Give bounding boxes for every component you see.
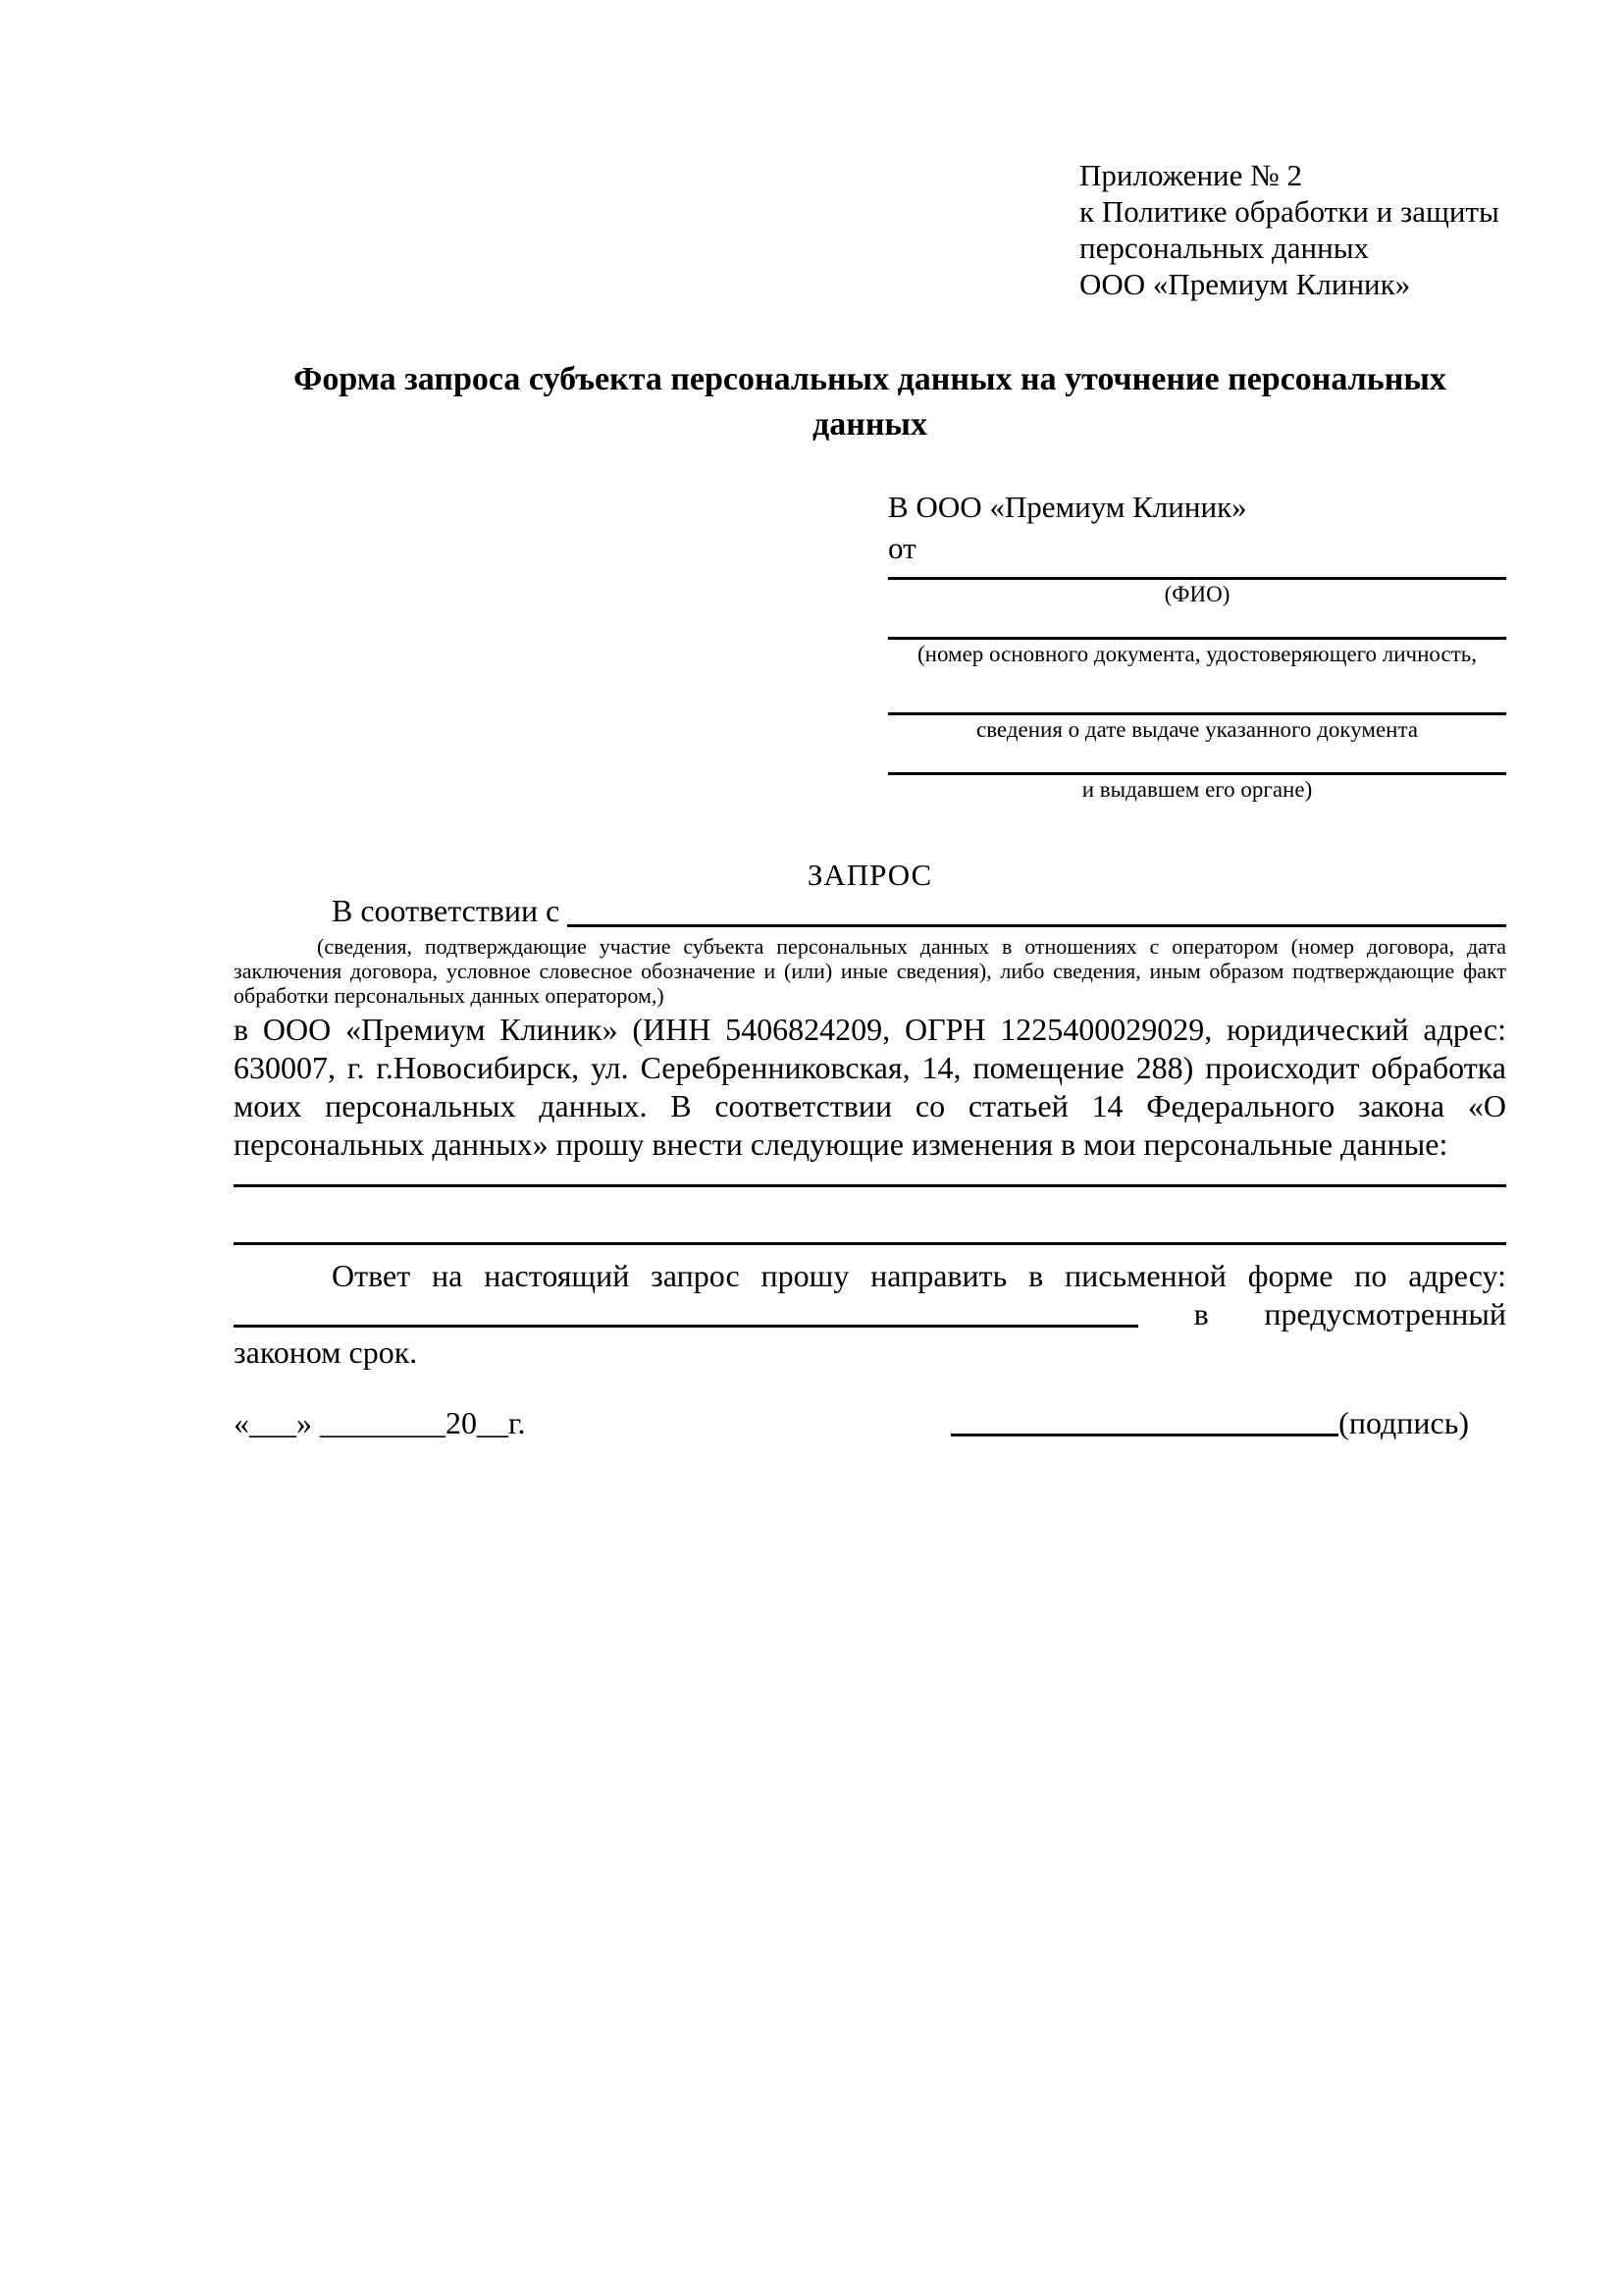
appendix-header-line: персональных данных (1079, 231, 1370, 265)
appendix-header-line: Приложение № 2 (1079, 158, 1302, 192)
signature-group (951, 1404, 1469, 1442)
document-issue-date-input-line[interactable] (888, 669, 1506, 715)
reply-paragraph (234, 1257, 1506, 1372)
reply-text: Ответ на настоящий запрос прошу направить в письменной форме по адресу: (332, 1258, 1506, 1293)
basis-input-line[interactable] (567, 894, 1506, 927)
reply-address-input-line[interactable] (234, 1295, 1138, 1328)
reply-word-predusmotrenny: предусмотренный (1264, 1296, 1506, 1331)
fio-caption: (ФИО) (1164, 582, 1230, 606)
reply-word-v: в (1193, 1296, 1209, 1331)
document-number-input-line[interactable] (888, 609, 1506, 640)
appendix-header-line: к Политике обработки и защиты (1079, 194, 1499, 229)
document-issuer-caption: и выдавшем его органе) (1081, 777, 1313, 802)
date-signature-row (234, 1404, 1506, 1442)
basis-row (234, 894, 1506, 927)
request-heading: ЗАПРОС (807, 858, 933, 892)
appendix-header-line: ООО «Премиум Клиник» (1079, 267, 1411, 301)
request-body-paragraph: в ООО «Премиум Клиник» (ИНН 5406824209, ОГРН 1225400029029, юридический адрес: 630007, г. г.Новосибирск, ул. Серебренниковская, 14, помещение 288) происходит обработка моих персональных данных. В соответствии со статьей 14 Федерального закона «О персональных данных» прошу внести следующие изменения в мои персональные данные: (234, 1012, 1506, 1162)
document-issue-date-caption: сведения о дате выдаче указанного документа (975, 717, 1419, 742)
appendix-header (1079, 157, 1506, 302)
basis-prefix: В соответствии с (332, 893, 568, 928)
signature-caption: (подпись) (1338, 1405, 1469, 1440)
fio-input-line[interactable] (888, 569, 1506, 580)
reply-address-row (234, 1295, 1506, 1333)
document-issuer-input-line[interactable] (888, 745, 1506, 775)
changes-input-line-1[interactable] (234, 1164, 1506, 1187)
reply-tail: законом срок. (234, 1334, 418, 1370)
addressee-from-label: от (888, 531, 916, 565)
basis-footnote: (сведения, подтверждающие участие субъекта персональных данных в отношениях с оператором (номер договора, дата заключения договора, условное словесное обозначение и (или) иные сведения), либо сведения, иным образом подтверждающие факт обработки персональных данных оператором,) (234, 934, 1506, 1008)
date-input-line[interactable]: «___» ________20__г. (234, 1405, 526, 1440)
addressee-to: В ООО «Премиум Клиник» (888, 490, 1247, 524)
document-number-caption: (номер основного документа, удостоверяющего личность, (916, 642, 1477, 666)
changes-input-line-2[interactable] (234, 1187, 1506, 1245)
addressee-block (888, 487, 1506, 805)
signature-input-line[interactable] (951, 1404, 1338, 1436)
form-title: Форма запроса субъекта персональных данных на уточнение персональных данных (293, 361, 1446, 443)
